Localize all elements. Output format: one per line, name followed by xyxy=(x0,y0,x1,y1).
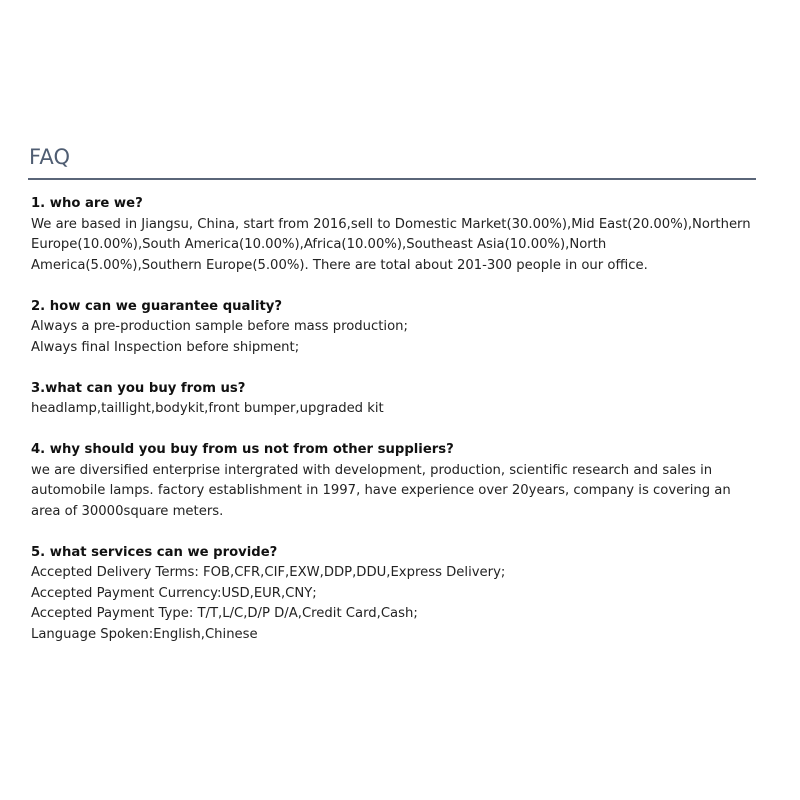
faq-answer-line: Accepted Payment Currency:USD,EUR,CNY; xyxy=(31,585,317,601)
faq-answer: We are based in Jiangsu, China, start from 2016,sell to Domestic Market(30.00%),Mid East(20.00%),Northern Europe(10.00%),South America(10.00%),Africa(10.00%),Southeast Asia(10.00%),North America(5.00%),Southern Europe(5.00%). There are total about 201-300 people in our office. xyxy=(31,216,751,273)
faq-answer-line: headlamp,taillight,bodykit,front bumper,upgraded kit xyxy=(31,401,384,416)
faq-answer-line: Accepted Payment Type: T/T,L/C,D/P D/A,Credit Card,Cash; xyxy=(31,606,418,621)
faq-question: 4. why should you buy from us not from other suppliers? xyxy=(31,442,454,457)
faq-item-services xyxy=(31,543,756,646)
faq-answer: we are diversified enterprise intergrated with development, production, scientific research and sales in automobile lamps. factory establishment in 1997, have experience over 20years, company is covering an area of 30000square meters. xyxy=(31,462,731,519)
faq-question: 2. how can we guarantee quality? xyxy=(31,298,283,314)
faq-item-products xyxy=(31,379,756,420)
faq-title: FAQ xyxy=(29,145,71,169)
faq-section xyxy=(28,142,756,666)
faq-list xyxy=(28,180,756,645)
faq-item-why-us xyxy=(31,440,756,522)
faq-question: 5. what services can we provide? xyxy=(31,544,278,560)
faq-answer-line: Accepted Delivery Terms: FOB,CFR,CIF,EXW,DDP,DDU,Express Delivery; xyxy=(31,565,506,580)
faq-question: 3.what can you buy from us? xyxy=(31,380,246,396)
faq-question: 1. who are we? xyxy=(31,196,143,211)
faq-answer-line: Language Spoken:English,Chinese xyxy=(31,626,258,642)
faq-item-who-are-we xyxy=(31,194,756,276)
faq-item-quality xyxy=(31,297,756,359)
faq-answer-line: Always a pre-production sample before mass production; xyxy=(31,319,408,334)
faq-answer-line: Always final Inspection before shipment; xyxy=(31,339,300,355)
